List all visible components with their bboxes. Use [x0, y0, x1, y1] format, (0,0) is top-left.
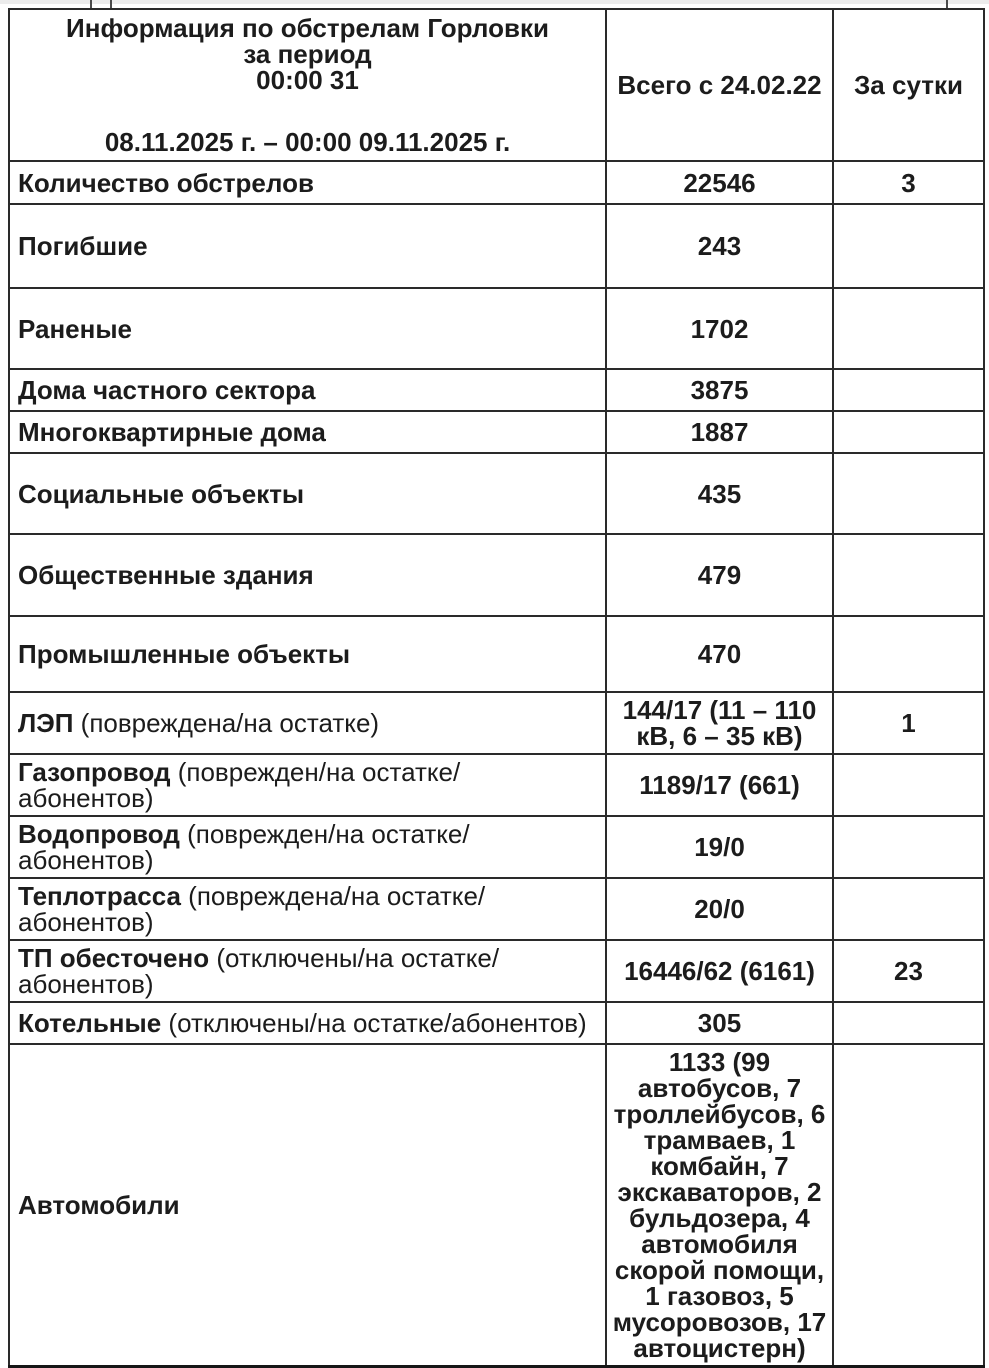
row-total-value: 1702: [606, 288, 833, 369]
row-daily-value: [833, 816, 984, 878]
row-label-note: (поврежден/на остатке/абонентов): [18, 819, 470, 875]
row-label: Погибшие: [18, 231, 148, 261]
row-label: Автомобили: [18, 1190, 180, 1220]
row-label-cell: [9, 1002, 606, 1044]
row-label-note: (отключены/на остатке/абонентов): [168, 1008, 587, 1038]
row-total-value: 1189/17 (661): [606, 754, 833, 816]
row-daily-value: [833, 534, 984, 616]
table-row: [9, 1044, 984, 1367]
table-title-line-4: [18, 93, 597, 129]
row-total-value: 3875: [606, 369, 833, 411]
row-daily-value: 23: [833, 940, 984, 1002]
row-label: ТП обесточено: [18, 943, 210, 973]
row-total-value: 1133 (99 автобусов, 7 троллейбусов, 6 трамваев, 1 комбайн, 7 экскаваторов, 2 бульдозера, 4 автомобиля скорой помощи, 1 газовоз, 5 мусоровозов, 17 автоцистерн): [606, 1044, 833, 1367]
table-row: [9, 940, 984, 1002]
row-label: Многоквартирные дома: [18, 417, 326, 447]
row-label: Газопровод: [18, 757, 171, 787]
row-label: ЛЭП: [18, 708, 74, 738]
row-label-cell: [9, 754, 606, 816]
row-total-value: 305: [606, 1002, 833, 1044]
row-label-cell: [9, 161, 606, 204]
row-label: Социальные объекты: [18, 478, 305, 509]
row-label-note: (повреждена/на остатке): [80, 708, 380, 738]
table-row: [9, 878, 984, 940]
table-row: [9, 161, 984, 204]
row-daily-value: [833, 754, 984, 816]
table-row: [9, 692, 984, 754]
row-total-value: 435: [606, 453, 833, 534]
row-label: Водопровод: [18, 819, 180, 849]
table-title-cell: [9, 9, 606, 161]
table-title-line-1: Информация по обстрелам Горловки: [66, 13, 549, 43]
row-label: Котельные: [18, 1008, 162, 1038]
row-label-note: (повреждена/на остатке/абонентов): [18, 881, 486, 937]
table-row: [9, 288, 984, 369]
crop-artifact-strip: [0, 0, 989, 4]
row-total-value: 243: [606, 204, 833, 288]
table-title-line-5: 08.11.2025 г. – 00:00 09.11.2025 г.: [104, 127, 511, 157]
shelling-report-table: [8, 8, 985, 1368]
table-body: [9, 9, 984, 1367]
row-total-value: 20/0: [606, 878, 833, 940]
row-label-cell: [9, 453, 606, 534]
row-label-note: (отключены/на остатке/абонентов): [18, 943, 500, 999]
row-label-cell: [9, 816, 606, 878]
row-label-cell: [9, 534, 606, 616]
column-header-daily: За сутки: [833, 9, 984, 161]
table-row: [9, 1002, 984, 1044]
table-row: [9, 369, 984, 411]
row-label: Количество обстрелов: [18, 167, 314, 198]
row-label: Общественные здания: [18, 560, 314, 590]
row-label-cell: [9, 616, 606, 692]
row-total-value: 479: [606, 534, 833, 616]
row-label-cell: [9, 411, 606, 453]
table-row: [9, 534, 984, 616]
row-label-note: (поврежден/на остатке/абонентов): [18, 757, 461, 813]
row-label-cell: [9, 692, 606, 754]
row-label-cell: [9, 369, 606, 411]
table-row: [9, 453, 984, 534]
row-daily-value: [833, 1044, 984, 1367]
table-row: [9, 411, 984, 453]
row-daily-value: [833, 616, 984, 692]
row-label-cell: [9, 940, 606, 1002]
crop-artifact-notch-right: [946, 0, 948, 8]
crop-artifact-notch-left: [90, 0, 112, 8]
table-row: [9, 616, 984, 692]
row-label-cell: [9, 288, 606, 369]
row-daily-value: 1: [833, 692, 984, 754]
row-daily-value: [833, 369, 984, 411]
row-daily-value: [833, 288, 984, 369]
row-label: Промышленные объекты: [18, 639, 351, 669]
row-daily-value: [833, 204, 984, 288]
table-row: [9, 816, 984, 878]
column-header-total: Всего с 24.02.22: [606, 9, 833, 161]
row-total-value: 19/0: [606, 816, 833, 878]
row-label: Раненые: [18, 313, 132, 344]
row-total-value: 144/17 (11 – 110 кВ, 6 – 35 кВ): [606, 692, 833, 754]
row-total-value: 16446/62 (6161): [606, 940, 833, 1002]
row-daily-value: [833, 1002, 984, 1044]
row-daily-value: 3: [833, 161, 984, 204]
row-label: Дома частного сектора: [18, 375, 316, 405]
table-title-line-2: за период: [243, 39, 372, 69]
row-daily-value: [833, 878, 984, 940]
table-row: [9, 204, 984, 288]
row-total-value: 1887: [606, 411, 833, 453]
row-label: Теплотрасса: [18, 881, 181, 911]
row-label-cell: [9, 204, 606, 288]
header-row: [9, 9, 984, 161]
row-daily-value: [833, 411, 984, 453]
table-row: [9, 754, 984, 816]
row-label-cell: [9, 878, 606, 940]
row-total-value: 470: [606, 616, 833, 692]
row-daily-value: [833, 453, 984, 534]
row-label-cell: [9, 1044, 606, 1367]
row-total-value: 22546: [606, 161, 833, 204]
table-title-line-3: 00:00 31: [256, 65, 359, 95]
